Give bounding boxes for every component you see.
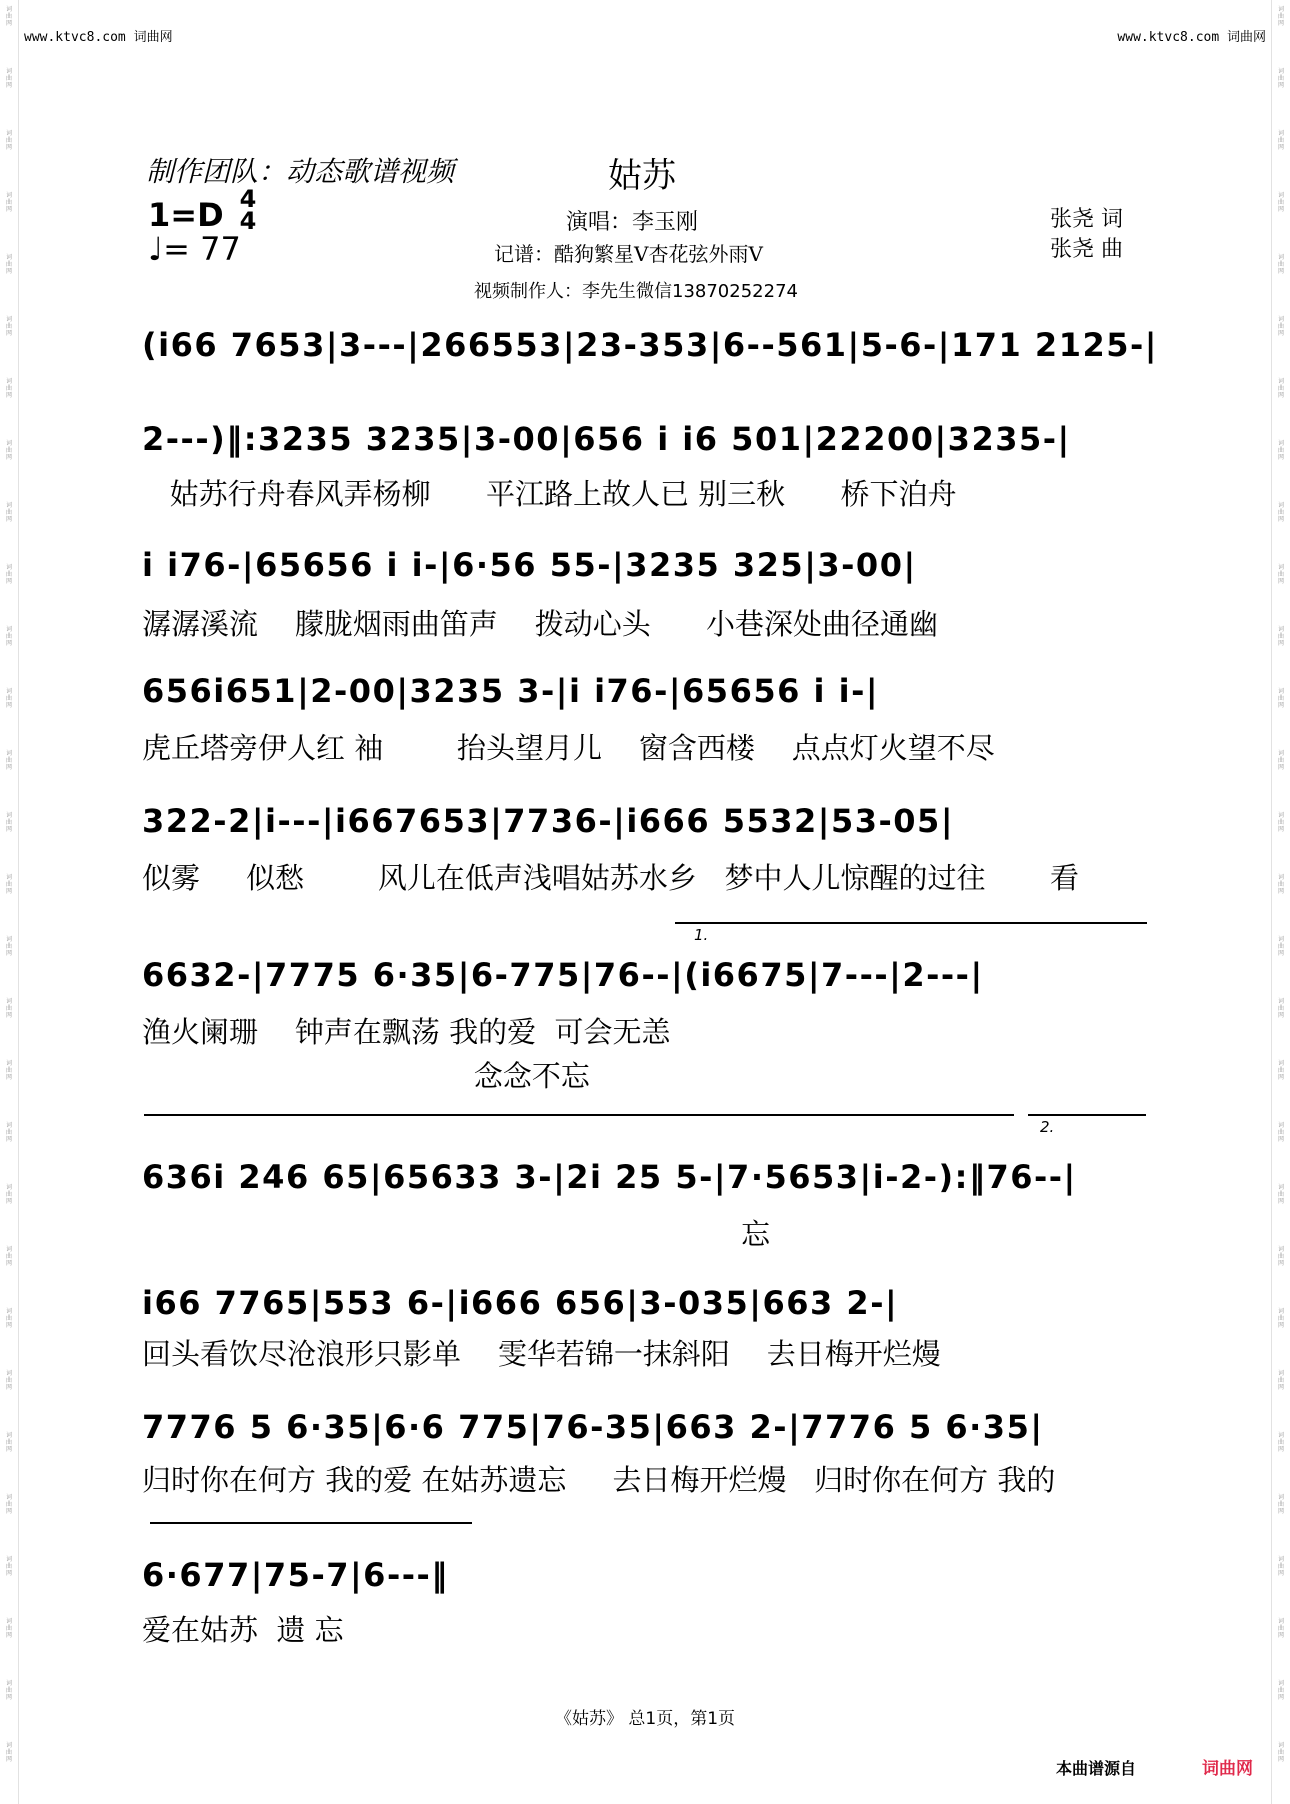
watermark-mark: 词 曲 网 (5, 874, 12, 895)
transcriber: 记谱：酷狗繁星V杏花弦外雨V (494, 242, 763, 266)
notes-line-1: (i66 7653|3---|266553|23-353|6--561|5-6-|171 2125-| (142, 326, 1158, 364)
site-url-left[interactable]: www.ktvc8.com 词曲网 (24, 30, 173, 45)
watermark-mark: 词 曲 网 (1277, 1618, 1284, 1639)
volta-2-label: 2. (1040, 1118, 1055, 1136)
source-label: 本曲谱源自 (1056, 1759, 1137, 1778)
lyrics-line-6-alt: 念念不忘 (142, 1059, 590, 1093)
watermark-mark: 词 曲 网 (1277, 1122, 1284, 1143)
production-team: 制作团队：动态歌谱视频 (146, 155, 455, 188)
watermark-mark: 词 曲 网 (5, 1494, 12, 1515)
key-signature: 1=D (148, 196, 224, 234)
lyrics-line-2: 姑苏行舟春风弄杨柳 平江路上故人已 别三秋 桥下泊舟 (142, 477, 957, 511)
watermark-mark: 词 曲 网 (1277, 440, 1284, 461)
watermark-mark: 词 曲 网 (1277, 1742, 1284, 1763)
volta-2-bracket (1028, 1114, 1146, 1116)
lyrics-line-3: 潺潺溪流 朦胧烟雨曲笛声 拨动心头 小巷深处曲径通幽 (142, 607, 939, 641)
watermark-mark: 词 曲 网 (5, 192, 12, 213)
song-title: 姑苏 (608, 156, 676, 196)
ending-bracket (150, 1522, 472, 1524)
watermark-mark: 词 曲 网 (5, 1556, 12, 1577)
watermark-mark: 词 曲 网 (5, 626, 12, 647)
watermark-mark: 词 曲 网 (5, 1060, 12, 1081)
watermark-mark: 词 曲 网 (5, 750, 12, 771)
lyrics-line-9: 归时你在何方 我的爱 在姑苏遗忘 去日梅开烂熳 归时你在何方 我的 (142, 1463, 1056, 1497)
watermark-mark: 词 曲 网 (5, 1432, 12, 1453)
video-maker: 视频制作人：李先生微信13870252274 (474, 281, 798, 302)
watermark-mark: 词 曲 网 (1277, 1370, 1284, 1391)
watermark-mark: 词 曲 网 (1277, 1308, 1284, 1329)
watermark-mark: 词 曲 网 (1277, 68, 1284, 89)
watermark-mark: 词 曲 网 (1277, 1680, 1284, 1701)
watermark-mark: 词 曲 网 (5, 812, 12, 833)
watermark-mark: 词 曲 网 (1277, 812, 1284, 833)
watermark-mark: 词 曲 网 (5, 936, 12, 957)
watermark-mark: 词 曲 网 (5, 1184, 12, 1205)
watermark-mark: 词 曲 网 (1277, 1556, 1284, 1577)
watermark-mark: 词 曲 网 (1277, 316, 1284, 337)
time-signature-top: 4 (239, 185, 257, 213)
right-watermark-strip (1271, 0, 1290, 1804)
watermark-mark: 词 曲 网 (1277, 688, 1284, 709)
lyrics-line-5: 似雾 似愁 风儿在低声浅唱姑苏水乡 梦中人儿惊醒的过往 看 (142, 861, 1080, 895)
time-signature (236, 185, 260, 235)
watermark-mark: 词 曲 网 (1277, 378, 1284, 399)
quarter-note-icon: ♩ (148, 230, 164, 268)
notes-line-10: 6·677|75-7|6---‖ (142, 1556, 449, 1594)
notes-line-6: 6632-|7775 6·35|6-775|76--|(i6675|7---|2---| (142, 956, 984, 994)
page-info: 《姑苏》 总1页，第1页 (554, 1709, 736, 1729)
volta-1-continuation (144, 1114, 1014, 1116)
notes-line-3: i i76-|65656 i i-|6·56 55-|3235 325|3-00| (142, 546, 917, 584)
source-brand-link[interactable]: 词曲网 (1202, 1759, 1253, 1779)
singer: 演唱：李玉刚 (566, 210, 699, 235)
watermark-mark: 词 曲 网 (5, 378, 12, 399)
notes-line-7: 636i 246 65|65633 3-|2i 25 5-|7·5653|i-2-):‖76--| (142, 1158, 1077, 1196)
watermark-mark: 词 曲 网 (1277, 6, 1284, 27)
watermark-mark: 词 曲 网 (1277, 130, 1284, 151)
notes-line-9: 7776 5 6·35|6·6 775|76-35|663 2-|7776 5 6·35| (142, 1408, 1044, 1446)
watermark-mark: 词 曲 网 (5, 316, 12, 337)
notes-line-5: 322-2|i---|i667653|7736-|i666 5532|53-05| (142, 802, 954, 840)
lyricist: 张尧 词 (1050, 207, 1123, 232)
watermark-mark: 词 曲 网 (5, 254, 12, 275)
watermark-mark: 词 曲 网 (1277, 626, 1284, 647)
composer: 张尧 曲 (1050, 237, 1123, 262)
watermark-mark: 词 曲 网 (1277, 502, 1284, 523)
watermark-mark: 词 曲 网 (1277, 254, 1284, 275)
watermark-mark: 词 曲 网 (1277, 998, 1284, 1019)
notes-line-8: i66 7765|553 6-|i666 656|3-035|663 2-| (142, 1284, 899, 1322)
watermark-mark: 词 曲 网 (5, 688, 12, 709)
watermark-mark: 词 曲 网 (1277, 936, 1284, 957)
watermark-mark: 词 曲 网 (5, 1680, 12, 1701)
lyrics-line-8: 回头看饮尽沧浪形只影单 雯华若锦一抹斜阳 去日梅开烂熳 (142, 1337, 941, 1371)
lyrics-line-10: 爱在姑苏 遗 忘 (142, 1613, 344, 1647)
watermark-mark: 词 曲 网 (1277, 1060, 1284, 1081)
watermark-mark: 词 曲 网 (5, 68, 12, 89)
watermark-mark: 词 曲 网 (5, 1370, 12, 1391)
volta-1-label: 1. (694, 926, 709, 944)
watermark-mark: 词 曲 网 (1277, 874, 1284, 895)
tempo-value: = 77 (163, 230, 241, 268)
volta-1-bracket (675, 922, 1147, 924)
watermark-mark: 词 曲 网 (1277, 564, 1284, 585)
watermark-mark: 词 曲 网 (5, 502, 12, 523)
watermark-mark: 词 曲 网 (5, 1246, 12, 1267)
lyrics-line-7: 忘 (142, 1217, 771, 1251)
watermark-mark: 词 曲 网 (5, 564, 12, 585)
watermark-mark: 词 曲 网 (1277, 1432, 1284, 1453)
watermark-mark: 词 曲 网 (5, 1122, 12, 1143)
watermark-mark: 词 曲 网 (1277, 1246, 1284, 1267)
watermark-mark: 词 曲 网 (1277, 1494, 1284, 1515)
notes-line-2: 2---)‖:3235 3235|3-00|656 i i6 501|22200|3235-| (142, 420, 1071, 458)
notes-line-4: 656i651|2-00|3235 3-|i i76-|65656 i i-| (142, 672, 880, 710)
watermark-mark: 词 曲 网 (5, 1308, 12, 1329)
watermark-mark: 词 曲 网 (1277, 1184, 1284, 1205)
watermark-mark: 词 曲 网 (5, 1618, 12, 1639)
watermark-mark: 词 曲 网 (5, 440, 12, 461)
left-watermark-strip (0, 0, 19, 1804)
watermark-mark: 词 曲 网 (5, 6, 12, 27)
watermark-mark: 词 曲 网 (1277, 750, 1284, 771)
watermark-mark: 词 曲 网 (5, 998, 12, 1019)
watermark-mark: 词 曲 网 (5, 130, 12, 151)
watermark-mark: 词 曲 网 (5, 1742, 12, 1763)
watermark-mark: 词 曲 网 (1277, 192, 1284, 213)
lyrics-line-4: 虎丘塔旁伊人红 袖 抬头望月儿 窗含西楼 点点灯火望不尽 (142, 731, 995, 765)
lyrics-line-6: 渔火阑珊 钟声在飘荡 我的爱 可会无恙 (142, 1015, 671, 1049)
site-url-right[interactable]: www.ktvc8.com 词曲网 (1117, 30, 1266, 45)
tempo-marking (148, 230, 241, 268)
time-signature-bottom: 4 (239, 207, 257, 235)
